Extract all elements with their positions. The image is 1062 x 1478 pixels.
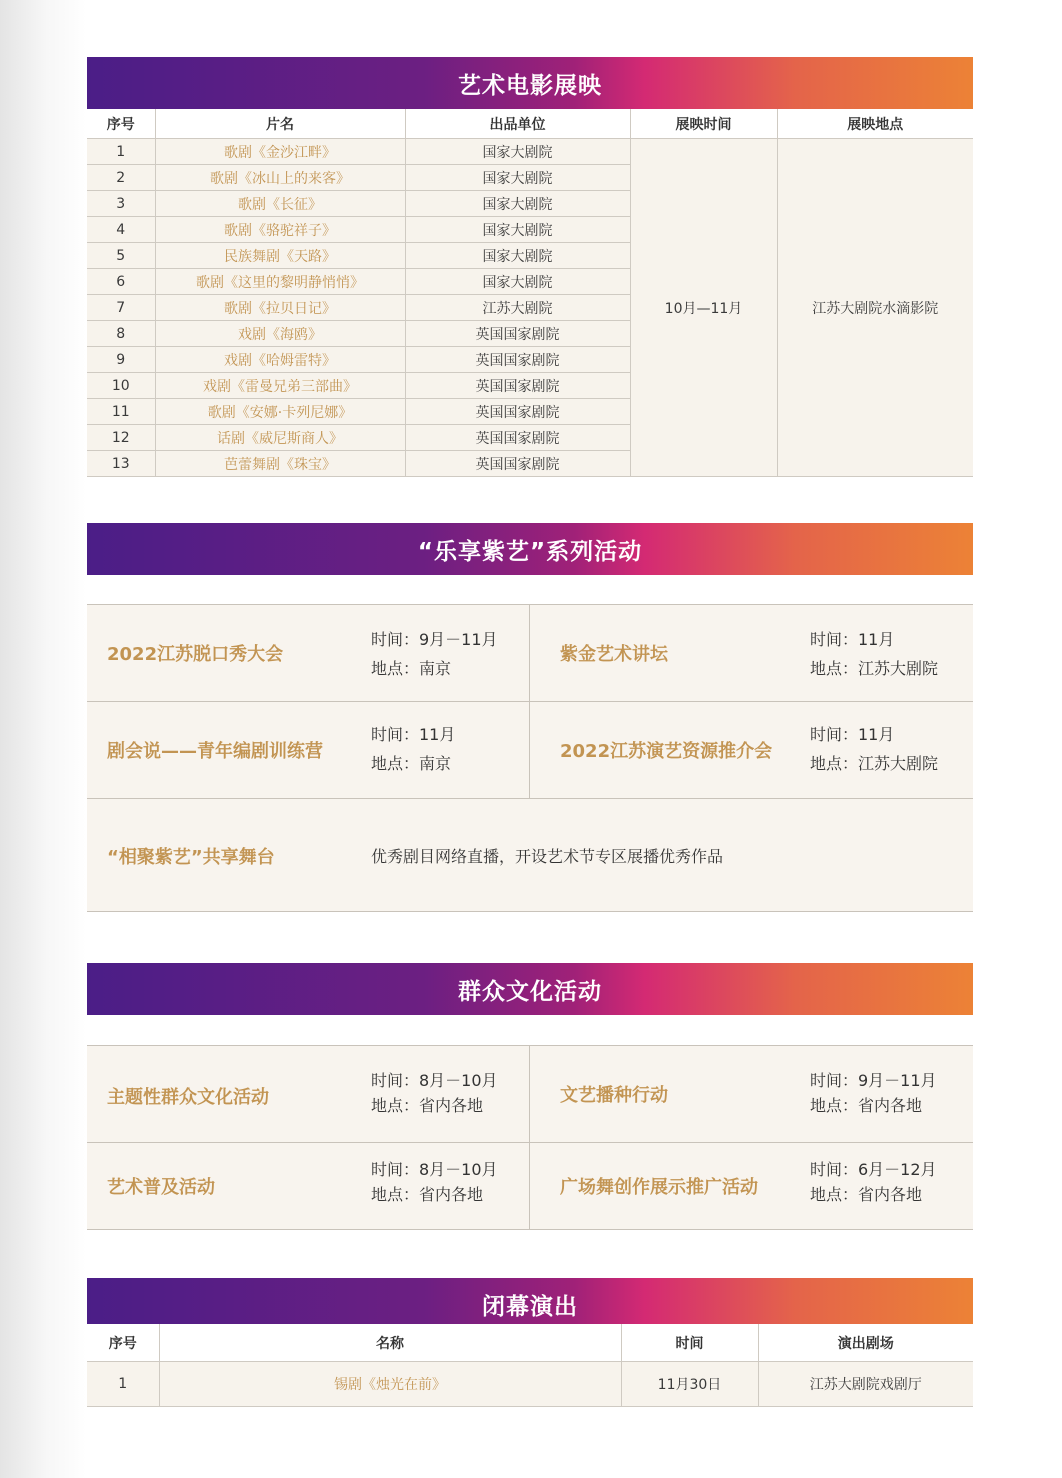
performance-name: 锡剧《烛光在前》	[159, 1362, 621, 1407]
activity-time: 时间：8月－10月	[371, 1160, 498, 1179]
activity-place: 地点：江苏大剧院	[810, 754, 939, 773]
screening-venue: 江苏大剧院水滴影院	[777, 139, 973, 477]
col-header-number: 序号	[87, 1324, 159, 1362]
mass-section-banner	[87, 963, 973, 1015]
activity-place: 地点：南京	[371, 659, 452, 678]
film-title: 歌剧《拉贝日记》	[155, 295, 405, 321]
series-item	[87, 605, 529, 701]
col-header-producer: 出品单位	[405, 109, 630, 139]
film-title: 歌剧《骆驼祥子》	[155, 217, 405, 243]
screening-time: 10月—11月	[630, 139, 777, 477]
series-section-title: “乐享紫艺”系列活动	[417, 538, 643, 565]
activity-name: 广场舞创作展示推广活动	[560, 1177, 758, 1198]
row-number: 13	[87, 451, 155, 477]
col-header-venue: 展映地点	[777, 109, 973, 139]
row-number: 6	[87, 269, 155, 295]
film-producer: 国家大剧院	[405, 243, 630, 269]
row-number: 7	[87, 295, 155, 321]
col-header-name: 名称	[159, 1324, 621, 1362]
activity-place: 地点：省内各地	[371, 1185, 484, 1204]
film-title: 戏剧《雷曼兄弟三部曲》	[155, 373, 405, 399]
series-section-banner	[87, 523, 973, 575]
row-number: 10	[87, 373, 155, 399]
col-header-time: 展映时间	[630, 109, 777, 139]
col-header-theatre: 演出剧场	[758, 1324, 973, 1362]
activity-time: 时间：8月－10月	[371, 1071, 498, 1090]
mass-item	[87, 1143, 529, 1229]
row-number: 8	[87, 321, 155, 347]
row-number: 3	[87, 191, 155, 217]
film-title: 歌剧《金沙江畔》	[155, 139, 405, 165]
film-title: 戏剧《哈姆雷特》	[155, 347, 405, 373]
series-activities-panel	[87, 604, 973, 912]
film-title: 芭蕾舞剧《珠宝》	[155, 451, 405, 477]
activity-name: “相聚紫艺”共享舞台	[107, 847, 275, 868]
closing-performance-table	[87, 1324, 973, 1407]
film-producer: 英国国家剧院	[405, 321, 630, 347]
activity-place: 地点：省内各地	[810, 1096, 923, 1115]
activity-name: 2022江苏脱口秀大会	[107, 644, 284, 665]
activity-name: 剧会说——青年编剧训练营	[107, 741, 323, 762]
film-producer: 英国国家剧院	[405, 399, 630, 425]
film-producer: 英国国家剧院	[405, 373, 630, 399]
closing-section-title: 闭幕演出	[482, 1293, 578, 1320]
series-item	[87, 702, 529, 798]
mass-item	[530, 1143, 973, 1229]
activity-name: 文艺播种行动	[560, 1085, 668, 1106]
film-title: 戏剧《海鸥》	[155, 321, 405, 347]
film-producer: 国家大剧院	[405, 139, 630, 165]
film-schedule-table	[87, 109, 973, 477]
activity-place: 地点：省内各地	[810, 1185, 923, 1204]
film-section-banner	[87, 57, 973, 109]
activity-name: 紫金艺术讲坛	[560, 644, 668, 665]
page-side-shadow	[0, 0, 86, 1478]
activity-name: 主题性群众文化活动	[107, 1087, 269, 1108]
row-number: 4	[87, 217, 155, 243]
film-producer: 江苏大剧院	[405, 295, 630, 321]
activity-name: 2022江苏演艺资源推介会	[560, 741, 773, 762]
film-title: 民族舞剧《天路》	[155, 243, 405, 269]
table-row	[87, 1362, 973, 1407]
film-section-title: 艺术电影展映	[458, 72, 602, 99]
mass-item	[530, 1046, 973, 1142]
film-producer: 国家大剧院	[405, 269, 630, 295]
film-producer: 英国国家剧院	[405, 451, 630, 477]
activity-time: 时间：11月	[371, 725, 456, 744]
activity-time: 时间：11月	[810, 630, 895, 649]
activity-description: 优秀剧目网络直播，开设艺术节专区展播优秀作品	[371, 847, 724, 866]
row-number: 2	[87, 165, 155, 191]
film-producer: 国家大剧院	[405, 217, 630, 243]
closing-section-banner	[87, 1278, 973, 1330]
row-number: 1	[87, 139, 155, 165]
series-item	[530, 605, 973, 701]
activity-time: 时间：9月－11月	[371, 630, 498, 649]
mass-activities-panel	[87, 1045, 973, 1230]
activity-place: 地点：南京	[371, 754, 452, 773]
performance-venue: 江苏大剧院戏剧厅	[758, 1362, 973, 1407]
table-row	[87, 139, 973, 165]
activity-name: 艺术普及活动	[107, 1177, 215, 1198]
film-title: 歌剧《这里的黎明静悄悄》	[155, 269, 405, 295]
activity-time: 时间：11月	[810, 725, 895, 744]
series-item	[530, 702, 973, 798]
row-number: 1	[87, 1362, 159, 1407]
film-producer: 国家大剧院	[405, 165, 630, 191]
film-title: 歌剧《冰山上的来客》	[155, 165, 405, 191]
activity-place: 地点：省内各地	[371, 1096, 484, 1115]
row-number: 5	[87, 243, 155, 269]
mass-section-title: 群众文化活动	[458, 978, 602, 1005]
row-number: 9	[87, 347, 155, 373]
film-producer: 英国国家剧院	[405, 425, 630, 451]
col-header-title: 片名	[155, 109, 405, 139]
activity-time: 时间：6月－12月	[810, 1160, 937, 1179]
series-wide-item	[87, 799, 973, 911]
film-title: 歌剧《长征》	[155, 191, 405, 217]
film-producer: 国家大剧院	[405, 191, 630, 217]
activity-time: 时间：9月－11月	[810, 1071, 937, 1090]
film-title: 话剧《威尼斯商人》	[155, 425, 405, 451]
film-title: 歌剧《安娜·卡列尼娜》	[155, 399, 405, 425]
col-header-number: 序号	[87, 109, 155, 139]
row-number: 11	[87, 399, 155, 425]
activity-place: 地点：江苏大剧院	[810, 659, 939, 678]
row-number: 12	[87, 425, 155, 451]
col-header-time: 时间	[621, 1324, 758, 1362]
performance-time: 11月30日	[621, 1362, 758, 1407]
mass-item	[87, 1046, 529, 1142]
film-producer: 英国国家剧院	[405, 347, 630, 373]
